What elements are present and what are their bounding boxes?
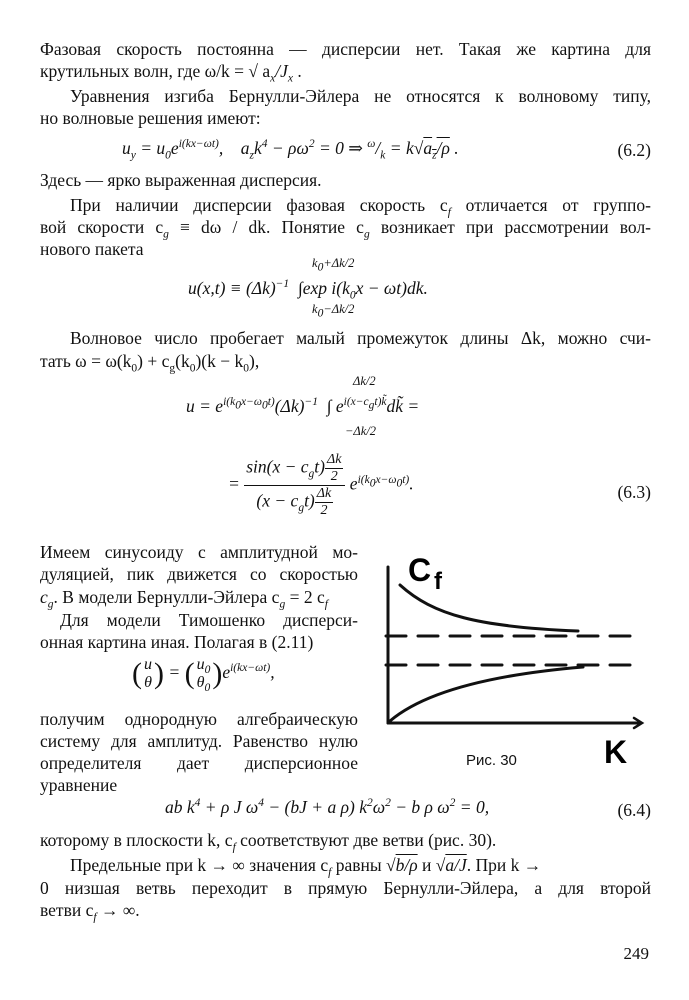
text-line-4: но волновые решения имеют: <box>40 108 261 128</box>
figure-30-dispersion-plot <box>378 545 648 775</box>
integral-upper-limit: $k_0+\Delta k/2$ <box>312 256 355 274</box>
y-axis-label: C <box>408 552 432 588</box>
text-line-1: Фазовая скорость постоянна — дисперсии нет. Такая же картина для <box>40 39 651 59</box>
upper-branch-curve <box>400 585 578 631</box>
text-line-2: крутильных волн, где ω/k = √ $a_x/J_x$ . <box>40 61 302 85</box>
text-line-13: $c_g$. В модели Бернулли-Эйлера $c_g = 2$ $c_f$ <box>40 587 328 611</box>
equation-wave-packet: $u(x,t) \equiv (\Delta k)^{-1}$ ∫exp $i(k_0x - \omega t)dk$. <box>188 278 428 302</box>
text-line-11: Имеем синусоиду с амплитудной мо- <box>40 542 358 562</box>
equation-6-4: ab $k^4 + \rho$ J $\omega^4 - (bJ + a$ ρ) $k^2\omega^2 - b$ ρ $\omega^2 = 0$, <box>165 797 490 817</box>
figure-caption: Рис. 30 <box>466 752 517 769</box>
equation-timoshenko-vector: ( u θ ) = ( $u_0$ $\theta_0$ )$e^{i(kx-\omega t)}$, <box>132 656 275 695</box>
text-line-3: Уравнения изгиба Бернулли-Эйлера не относятся к волновому типу, <box>70 86 651 106</box>
page-number: 249 <box>623 944 649 963</box>
equation-6-2: $u_y = u_0e^{i(kx-\omega t)}$, $a_zk^4 - \rho\omega^2 = 0$ ⇒ $^\omega/_k = k√a_z/\rho$ . <box>122 138 459 162</box>
text-line-23: ветви $c_f$ → ∞. <box>40 900 140 924</box>
text-line-20: которому в плоскости k, $c_f$ соответствуют две ветви (рис. 30). <box>40 830 497 854</box>
equation-6-3-line-2: = $\sin(x - c_gt)$ $\frac{\Delta k}{2}$ $(x - c_gt)$ $\frac{\Delta k}{2}$ $e^{i(k_0x-\omega_0t)}$. <box>228 452 414 518</box>
text-line-9: Волновое число пробегает малый промежуток длины Δk, можно счи- <box>70 328 651 348</box>
text-line-6: При наличии дисперсии фазовая скорость $c_f$ отличается от группо- <box>70 195 651 219</box>
text-line-10: тать $\omega = \omega(k_0) + c_g(k_0)(k - k_0)$, <box>40 351 260 375</box>
text-line-22: 0 низшая ветвь переходит в прямую Бернулли-Эйлера, а для второй <box>40 878 651 898</box>
text-line-21: Предельные при k → ∞ значения $c_f$ равны √b/ρ и √a/J. При k → <box>70 855 542 879</box>
text-line-17: систему для амплитуд. Равенство нулю <box>40 731 358 751</box>
x-axis-label: K <box>604 734 628 770</box>
lower-branch-curve <box>390 667 583 721</box>
text-line-7: вой скорости $c_g \equiv d\omega$ / dk. Понятие $c_g$ возникает при рассмотрении вол- <box>40 217 652 241</box>
text-line-12: дуляцией, пик движется со скоростью <box>40 564 358 584</box>
text-line-14: Для модели Тимошенко дисперси- <box>60 610 358 630</box>
text-line-18: определителя дает дисперсионное <box>40 753 358 773</box>
equation-6-3-line-1: $u = e^{i(k_0x-\omega_0t)}(\Delta k)^{-1}$ ∫ $e^{i(x-c_gt)k̃}dk̃$ = <box>186 396 420 416</box>
equation-number-6-2: (6.2) <box>617 140 651 160</box>
text-line-16: получим однородную алгебраическую <box>40 709 358 729</box>
text-line-19: уравнение <box>40 775 118 795</box>
text-line-8: нового пакета <box>40 239 144 259</box>
equation-number-6-4: (6.4) <box>617 800 651 820</box>
y-axis-label-subscript: f <box>434 568 442 595</box>
integral-lower-limit-2: −Δk/2 <box>345 424 377 438</box>
text-line-15: онная картина иная. Полагая в (2.11) <box>40 632 314 652</box>
equation-number-6-3: (6.3) <box>617 482 651 502</box>
integral-lower-limit: $k_0-\Delta k/2$ <box>312 302 355 320</box>
text-line-5: Здесь — ярко выраженная дисперсия. <box>40 170 322 190</box>
integral-upper-limit-2: Δk/2 <box>353 374 376 388</box>
